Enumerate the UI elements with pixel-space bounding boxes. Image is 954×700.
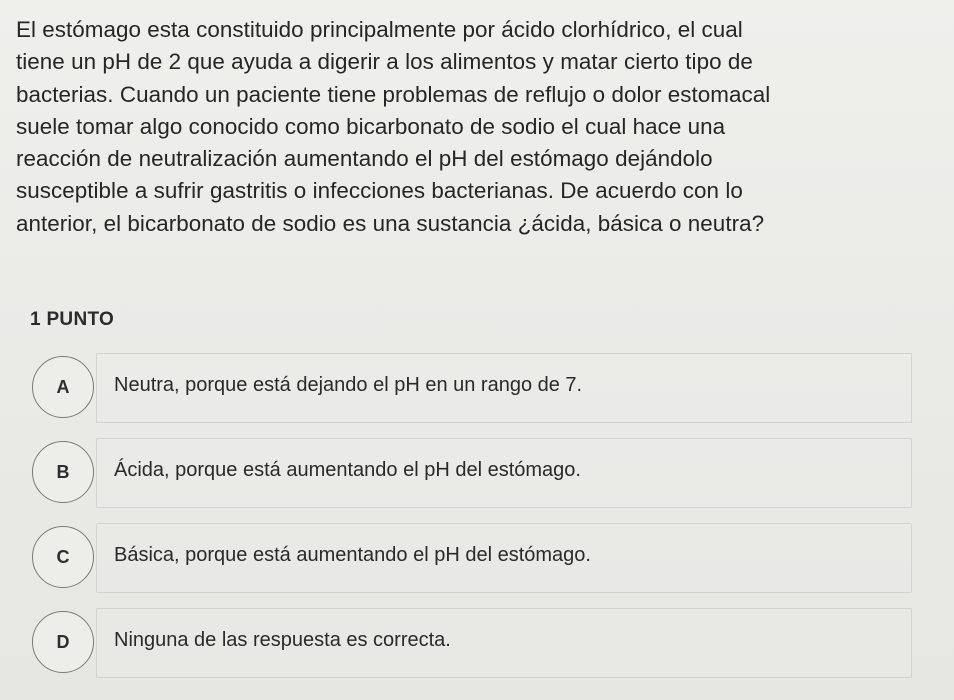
question-text [16, 14, 941, 240]
option-c-letter[interactable]: C [32, 526, 94, 588]
question-line: anterior, el bicarbonato de sodio es una sustancia ¿ácida, básica o neutra? [16, 210, 765, 236]
option-a-text[interactable]: Neutra, porque está dejando el pH en un rango de 7. [114, 374, 583, 396]
question-line: susceptible a sufrir gastritis o infecciones bacterianas. De acuerdo con lo [16, 178, 743, 204]
question-line: El estómago esta constituido principalmente por ácido clorhídrico, el cual [16, 17, 743, 42]
question-line: tiene un pH de 2 que ayuda a digerir a los alimentos y matar cierto tipo de [16, 49, 753, 75]
points-label: 1 PUNTO [30, 309, 115, 330]
option-b-letter[interactable]: B [32, 441, 94, 503]
option-a-letter[interactable]: A [32, 356, 94, 418]
option-d[interactable] [32, 608, 912, 678]
option-c[interactable] [32, 523, 912, 593]
option-d-letter[interactable]: D [32, 611, 94, 673]
option-b-text[interactable]: Ácida, porque está aumentando el pH del estómago. [114, 459, 581, 481]
question-line: reacción de neutralización aumentando el pH del estómago dejándolo [16, 146, 713, 172]
option-b[interactable] [32, 438, 912, 508]
question-line: suele tomar algo conocido como bicarbonato de sodio el cual hace una [16, 113, 726, 139]
question-line: bacterias. Cuando un paciente tiene problemas de reflujo o dolor estomacal [16, 81, 771, 107]
option-d-text[interactable]: Ninguna de las respuesta es correcta. [114, 629, 451, 651]
option-c-text[interactable]: Básica, porque está aumentando el pH del estómago. [114, 544, 591, 566]
option-a[interactable] [32, 353, 912, 423]
